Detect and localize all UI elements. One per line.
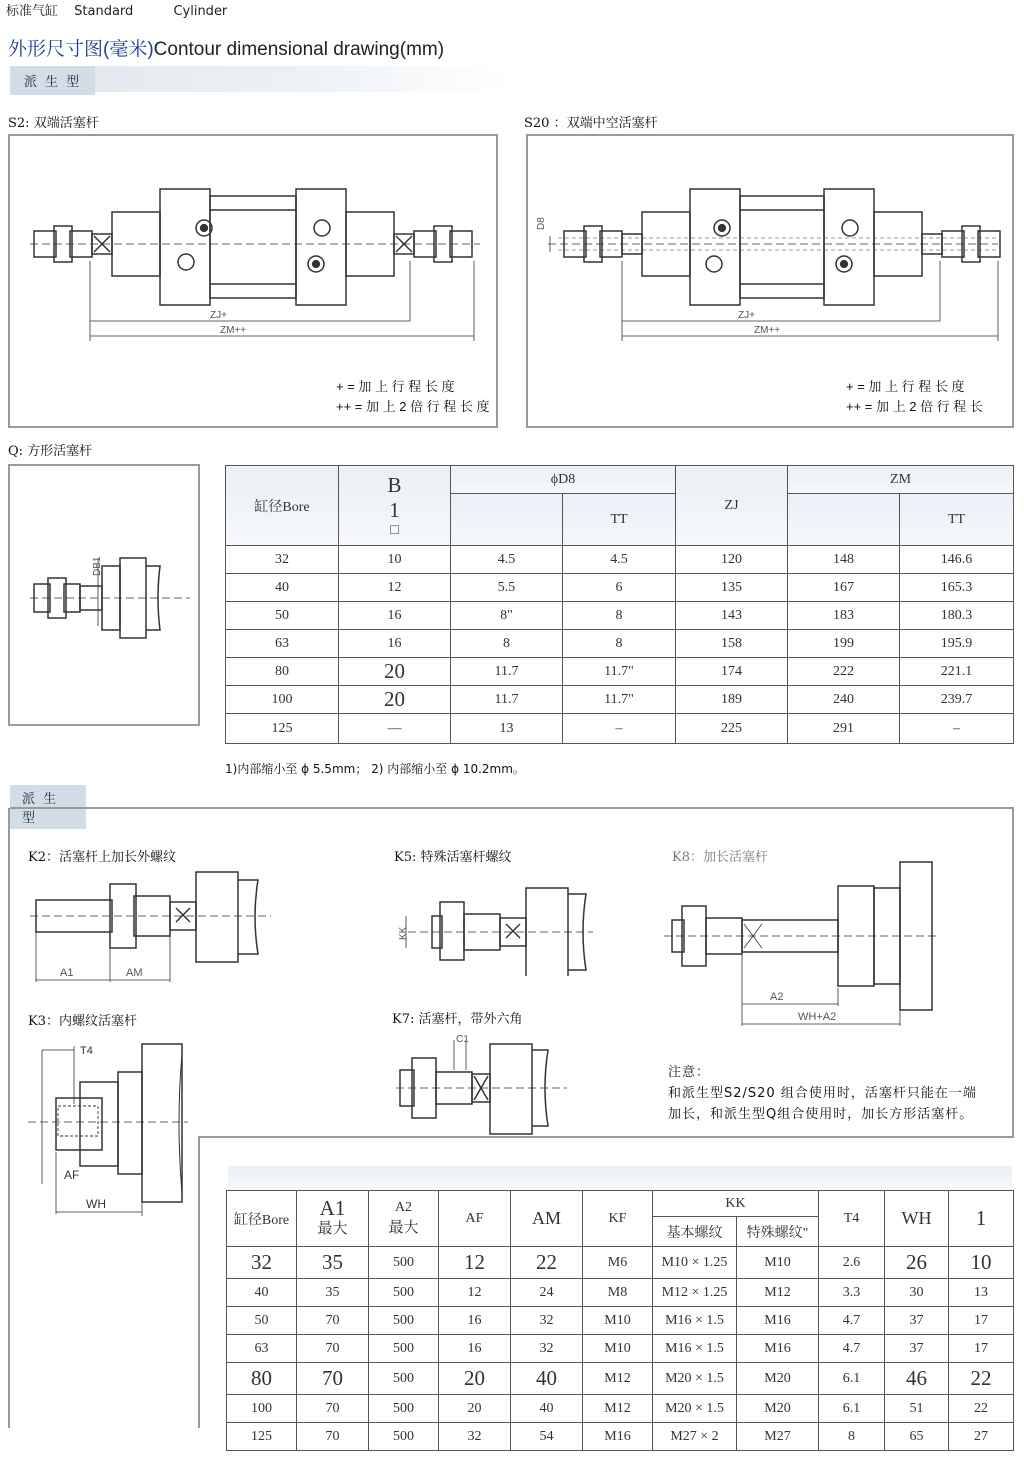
table-cell-basic: M16 × 1.5 bbox=[653, 1307, 737, 1335]
table-cell-af: 20 bbox=[439, 1395, 511, 1423]
table-cell-special: M10 bbox=[737, 1247, 819, 1279]
table-cell-af: 12 bbox=[439, 1279, 511, 1307]
table-cell-zm: 240 bbox=[788, 686, 900, 714]
k3-wh-dim: WH bbox=[86, 1197, 106, 1211]
table-cell-d8: 13 bbox=[451, 714, 563, 744]
table-cell-tt: 4.5 bbox=[563, 546, 676, 574]
q-drawing-frame bbox=[8, 464, 200, 726]
table-cell-wh: 51 bbox=[885, 1395, 949, 1423]
table-q-body bbox=[226, 546, 1014, 744]
table-row bbox=[227, 1423, 1014, 1451]
table-cell-zm: 183 bbox=[788, 602, 900, 630]
table-cell-zm: 199 bbox=[788, 630, 900, 658]
table-row bbox=[226, 574, 1014, 602]
th2-a2 bbox=[369, 1191, 439, 1247]
table-cell-t4: 6.1 bbox=[819, 1395, 885, 1423]
table-cell-a2: 500 bbox=[369, 1335, 439, 1363]
th-zm-tt: TT bbox=[900, 494, 1014, 546]
table-cell-kf: M10 bbox=[583, 1335, 653, 1363]
table-cell-special: M20 bbox=[737, 1363, 819, 1395]
table-row bbox=[226, 546, 1014, 574]
table-row bbox=[227, 1247, 1014, 1279]
q-db1-dim: DB1 bbox=[92, 556, 103, 576]
s20-d8-dim: D8 bbox=[536, 217, 547, 230]
table-cell-a2: 500 bbox=[369, 1395, 439, 1423]
table-cell-a1: 70 bbox=[297, 1395, 369, 1423]
table-cell-am: 32 bbox=[511, 1307, 583, 1335]
table-cell-am: 40 bbox=[511, 1395, 583, 1423]
title-en: Contour dimensional drawing(mm) bbox=[153, 39, 445, 60]
table-cell-af: 16 bbox=[439, 1307, 511, 1335]
table-cell-zj: 174 bbox=[676, 658, 788, 686]
k7-label: K7: 活塞杆，带外六角 bbox=[392, 1012, 523, 1027]
section-tab-label: 派 生 型 bbox=[10, 66, 95, 95]
table-cell-zj: 189 bbox=[676, 686, 788, 714]
table-cell-b: 10 bbox=[339, 546, 451, 574]
table-cell-zj: 135 bbox=[676, 574, 788, 602]
table-cell-bore: 100 bbox=[227, 1395, 297, 1423]
table-cell-a1: 70 bbox=[297, 1363, 369, 1395]
table-cell-basic: M12 × 1.25 bbox=[653, 1279, 737, 1307]
th-d8-blank bbox=[451, 494, 563, 546]
table-cell-t4: 4.7 bbox=[819, 1335, 885, 1363]
table-cell-kf: M12 bbox=[583, 1363, 653, 1395]
table-cell-t4: 3.3 bbox=[819, 1279, 885, 1307]
s20-zj-dim: ZJ+ bbox=[738, 310, 755, 321]
table-row bbox=[226, 658, 1014, 686]
notice-line-1: 和派生型S2/S20 组合使用时，活塞杆只能在一端 bbox=[668, 1086, 977, 1101]
section-tab-derived-1 bbox=[10, 66, 510, 92]
table-cell-t4: 6.1 bbox=[819, 1363, 885, 1395]
table-cell-zmtt: 195.9 bbox=[900, 630, 1014, 658]
table-cell-basic: M16 × 1.5 bbox=[653, 1335, 737, 1363]
th2-am: AM bbox=[511, 1191, 583, 1247]
k8-a2-dim: A2 bbox=[770, 991, 784, 1003]
table-row bbox=[227, 1279, 1014, 1307]
table-cell-kf: M12 bbox=[583, 1395, 653, 1423]
table-row bbox=[226, 714, 1014, 744]
table-cell-zm: 222 bbox=[788, 658, 900, 686]
table-cell-special: M16 bbox=[737, 1307, 819, 1335]
table-cell-am: 22 bbox=[511, 1247, 583, 1279]
table-cell-t4: 2.6 bbox=[819, 1247, 885, 1279]
table-cell-zmtt: 146.6 bbox=[900, 546, 1014, 574]
table-row bbox=[227, 1335, 1014, 1363]
table-cell-wh: 46 bbox=[885, 1363, 949, 1395]
table-cell-a1: 70 bbox=[297, 1307, 369, 1335]
table-cell-bore: 125 bbox=[227, 1423, 297, 1451]
section2-left-border bbox=[8, 808, 10, 1428]
table-cell-d8: 8" bbox=[451, 602, 563, 630]
s2-label: S2: 双端活塞杆 bbox=[8, 116, 99, 131]
table-cell-zmtt: 180.3 bbox=[900, 602, 1014, 630]
table-cell-af: 32 bbox=[439, 1423, 511, 1451]
table-cell-kf: M16 bbox=[583, 1423, 653, 1451]
s2-note-2: ++ = 加 上 2 倍 行 程 长 度 bbox=[336, 399, 490, 414]
th2-bore: 缸径Bore bbox=[227, 1191, 297, 1247]
th2-af: AF bbox=[439, 1191, 511, 1247]
th-zm-blank bbox=[788, 494, 900, 546]
table-cell-d8: 5.5 bbox=[451, 574, 563, 602]
s2-drawing-frame bbox=[8, 134, 498, 428]
table-cell-d8: 4.5 bbox=[451, 546, 563, 574]
table-cell-af: 16 bbox=[439, 1335, 511, 1363]
s2-zj-dim: ZJ+ bbox=[210, 310, 227, 321]
section2-step-line bbox=[198, 1136, 1014, 1138]
table-cell-kf: M10 bbox=[583, 1307, 653, 1335]
table-q-dimensions bbox=[225, 465, 1014, 744]
k2-label: K2：活塞杆上加长外螺纹 bbox=[28, 850, 176, 865]
th-b-label: B bbox=[387, 472, 402, 497]
table-cell-one: 17 bbox=[949, 1307, 1014, 1335]
table-cell-wh: 30 bbox=[885, 1279, 949, 1307]
table-cell-wh: 65 bbox=[885, 1423, 949, 1451]
table-row bbox=[227, 1307, 1014, 1335]
header-standard: Standard bbox=[74, 4, 134, 19]
table-cell-a2: 500 bbox=[369, 1279, 439, 1307]
s20-drawing bbox=[528, 136, 1012, 426]
th2-kk-special: 特殊螺纹" bbox=[737, 1217, 819, 1247]
table-cell-zm: 291 bbox=[788, 714, 900, 744]
table-cell-a1: 35 bbox=[297, 1247, 369, 1279]
k7-drawing bbox=[392, 1030, 572, 1140]
table-cell-a2: 500 bbox=[369, 1307, 439, 1335]
k8-wha2-dim: WH+A2 bbox=[798, 1011, 837, 1023]
k5-kk-dim: KK bbox=[398, 926, 409, 940]
k3-label: K3：内螺纹活塞杆 bbox=[28, 1014, 137, 1029]
table-cell-zm: 148 bbox=[788, 546, 900, 574]
table-cell-a2: 500 bbox=[369, 1423, 439, 1451]
k3-drawing bbox=[28, 1034, 198, 1224]
table-cell-zmtt: 165.3 bbox=[900, 574, 1014, 602]
table-cell-b: 16 bbox=[339, 602, 451, 630]
q-label: Q: 方形活塞杆 bbox=[8, 444, 93, 459]
th2-a2-label: A2 bbox=[394, 1200, 413, 1215]
table-cell-a1: 35 bbox=[297, 1279, 369, 1307]
table-cell-zm: 167 bbox=[788, 574, 900, 602]
table-cell-special: M27 bbox=[737, 1423, 819, 1451]
table-cell-am: 24 bbox=[511, 1279, 583, 1307]
table-cell-special: M20 bbox=[737, 1395, 819, 1423]
table-cell-a1: 70 bbox=[297, 1423, 369, 1451]
k5-drawing bbox=[388, 866, 598, 976]
k3-af-dim: AF bbox=[64, 1168, 80, 1182]
table-cell-bore: 63 bbox=[226, 630, 339, 658]
table-cell-d8: 11.7 bbox=[451, 658, 563, 686]
table-cell-basic: M27 × 2 bbox=[653, 1423, 737, 1451]
th2-wh: WH bbox=[885, 1191, 949, 1247]
table-cell-wh: 26 bbox=[885, 1247, 949, 1279]
k2-a1-dim: A1 bbox=[60, 967, 74, 979]
s2-note-1: + = 加 上 行 程 长 度 bbox=[336, 379, 455, 394]
notice-block bbox=[668, 1062, 977, 1125]
k8-label: K8：加长活塞杆 bbox=[672, 850, 768, 865]
table-cell-tt: – bbox=[563, 714, 676, 744]
k2-drawing bbox=[26, 862, 276, 992]
table-cell-af: 12 bbox=[439, 1247, 511, 1279]
table-cell-bore: 40 bbox=[227, 1279, 297, 1307]
table-cell-a2: 500 bbox=[369, 1247, 439, 1279]
page-header bbox=[6, 0, 239, 19]
title-cn: 外形尺寸图(毫米) bbox=[8, 39, 154, 60]
table-cell-zj: 120 bbox=[676, 546, 788, 574]
th2-a2-sub: 最大 bbox=[388, 1220, 419, 1236]
table-cell-af: 20 bbox=[439, 1363, 511, 1395]
table-cell-zj: 225 bbox=[676, 714, 788, 744]
table-k-body bbox=[227, 1247, 1014, 1451]
table-cell-one: 22 bbox=[949, 1363, 1014, 1395]
table-cell-b: 12 bbox=[339, 574, 451, 602]
table-cell-one: 17 bbox=[949, 1335, 1014, 1363]
table-cell-tt: 11.7" bbox=[563, 686, 676, 714]
table-cell-special: M12 bbox=[737, 1279, 819, 1307]
table-cell-special: M16 bbox=[737, 1335, 819, 1363]
section2-divider bbox=[10, 807, 1014, 809]
s20-drawing-frame bbox=[526, 134, 1014, 428]
th-zm: ZM bbox=[788, 466, 1014, 494]
table-cell-kf: M8 bbox=[583, 1279, 653, 1307]
table-q-footnote: 1)内部缩小至 ϕ 5.5mm； 2) 内部缩小至 ϕ 10.2mm。 bbox=[225, 762, 525, 776]
table-cell-wh: 37 bbox=[885, 1307, 949, 1335]
table-cell-tt: 6 bbox=[563, 574, 676, 602]
th2-a1 bbox=[297, 1191, 369, 1247]
th-b1 bbox=[339, 466, 451, 546]
table-cell-b: 20 bbox=[339, 658, 451, 686]
s2-drawing bbox=[10, 136, 496, 426]
header-cylinder: Cylinder bbox=[173, 4, 228, 19]
table-cell-am: 40 bbox=[511, 1363, 583, 1395]
th-bore: 缸径Bore bbox=[226, 466, 339, 546]
table-row bbox=[226, 686, 1014, 714]
th2-t4: T4 bbox=[819, 1191, 885, 1247]
th2-a1-sub: 最大 bbox=[317, 1221, 348, 1237]
q-drawing bbox=[10, 466, 198, 724]
table-cell-am: 54 bbox=[511, 1423, 583, 1451]
s20-note-1: + = 加 上 行 程 长 度 bbox=[846, 379, 965, 394]
table-cell-zj: 158 bbox=[676, 630, 788, 658]
table-cell-zmtt: 221.1 bbox=[900, 658, 1014, 686]
table-cell-one: 22 bbox=[949, 1395, 1014, 1423]
table-cell-tt: 11.7" bbox=[563, 658, 676, 686]
table-cell-b: — bbox=[339, 714, 451, 744]
th2-kk-basic: 基本螺纹 bbox=[653, 1217, 737, 1247]
table-cell-bore: 63 bbox=[227, 1335, 297, 1363]
table-cell-zmtt: 239.7 bbox=[900, 686, 1014, 714]
s20-zm-dim: ZM++ bbox=[754, 325, 781, 336]
table-cell-bore: 80 bbox=[227, 1363, 297, 1395]
table-cell-zmtt: – bbox=[900, 714, 1014, 744]
s20-label: S20 ：双端中空活塞杆 bbox=[524, 116, 658, 131]
table-cell-bore: 50 bbox=[227, 1307, 297, 1335]
table-cell-one: 27 bbox=[949, 1423, 1014, 1451]
table-cell-a2: 500 bbox=[369, 1363, 439, 1395]
page-title bbox=[8, 34, 444, 61]
th2-a1-label: A1 bbox=[319, 1196, 346, 1220]
table-cell-zj: 143 bbox=[676, 602, 788, 630]
table-k-header-band bbox=[228, 1166, 1012, 1190]
section2-tab-label: 派 生 型 bbox=[10, 785, 86, 829]
table-cell-am: 32 bbox=[511, 1335, 583, 1363]
table-cell-bore: 32 bbox=[226, 546, 339, 574]
section2-right-border bbox=[1012, 808, 1014, 1136]
table-row bbox=[227, 1395, 1014, 1423]
table-cell-wh: 37 bbox=[885, 1335, 949, 1363]
table-cell-one: 13 bbox=[949, 1279, 1014, 1307]
table-cell-tt: 8 bbox=[563, 602, 676, 630]
k7-c1-dim: C1 bbox=[456, 1034, 469, 1045]
th-b-box: □ bbox=[390, 522, 399, 538]
notice-line-2: 加长，和派生型Q组合使用时，加长方形活塞杆。 bbox=[668, 1107, 974, 1122]
table-row bbox=[226, 630, 1014, 658]
table-cell-t4: 4.7 bbox=[819, 1307, 885, 1335]
section2-step-vertical bbox=[198, 1136, 200, 1428]
table-cell-d8: 8 bbox=[451, 630, 563, 658]
s20-note-2: ++ = 加 上 2 倍 行 程 长 bbox=[846, 399, 983, 414]
table-k-dimensions bbox=[226, 1190, 1014, 1451]
table-row bbox=[227, 1363, 1014, 1395]
k5-label: K5: 特殊活塞杆螺纹 bbox=[394, 850, 512, 865]
table-cell-b: 20 bbox=[339, 686, 451, 714]
section-tab-derived-2 bbox=[10, 785, 1014, 826]
table-cell-a1: 70 bbox=[297, 1335, 369, 1363]
k2-am-dim: AM bbox=[126, 967, 143, 979]
th-d8-tt: TT bbox=[563, 494, 676, 546]
s2-zm-dim: ZM++ bbox=[220, 325, 247, 336]
section2-tab-box bbox=[10, 785, 86, 826]
table-cell-basic: M20 × 1.5 bbox=[653, 1395, 737, 1423]
notice-title: 注意： bbox=[668, 1065, 711, 1080]
table-cell-bore: 80 bbox=[226, 658, 339, 686]
th-d8: ϕD8 bbox=[451, 466, 676, 494]
table-cell-kf: M6 bbox=[583, 1247, 653, 1279]
header-cn: 标准气缸 bbox=[6, 4, 59, 19]
table-cell-bore: 40 bbox=[226, 574, 339, 602]
k3-t4-dim: T4 bbox=[80, 1045, 93, 1057]
table-cell-t4: 8 bbox=[819, 1423, 885, 1451]
table-cell-b: 16 bbox=[339, 630, 451, 658]
th2-one: 1 bbox=[949, 1191, 1014, 1247]
k8-drawing bbox=[660, 860, 950, 1032]
th-zj: ZJ bbox=[676, 466, 788, 546]
table-cell-tt: 8 bbox=[563, 630, 676, 658]
th2-kf: KF bbox=[583, 1191, 653, 1247]
table-cell-bore: 125 bbox=[226, 714, 339, 744]
table-cell-basic: M10 × 1.25 bbox=[653, 1247, 737, 1279]
table-cell-d8: 11.7 bbox=[451, 686, 563, 714]
table-cell-basic: M20 × 1.5 bbox=[653, 1363, 737, 1395]
table-row bbox=[226, 602, 1014, 630]
table-cell-one: 10 bbox=[949, 1247, 1014, 1279]
table-cell-bore: 32 bbox=[227, 1247, 297, 1279]
th-b-sub: 1 bbox=[389, 497, 400, 522]
th2-kk: KK bbox=[653, 1191, 819, 1217]
table-cell-bore: 100 bbox=[226, 686, 339, 714]
table-cell-bore: 50 bbox=[226, 602, 339, 630]
